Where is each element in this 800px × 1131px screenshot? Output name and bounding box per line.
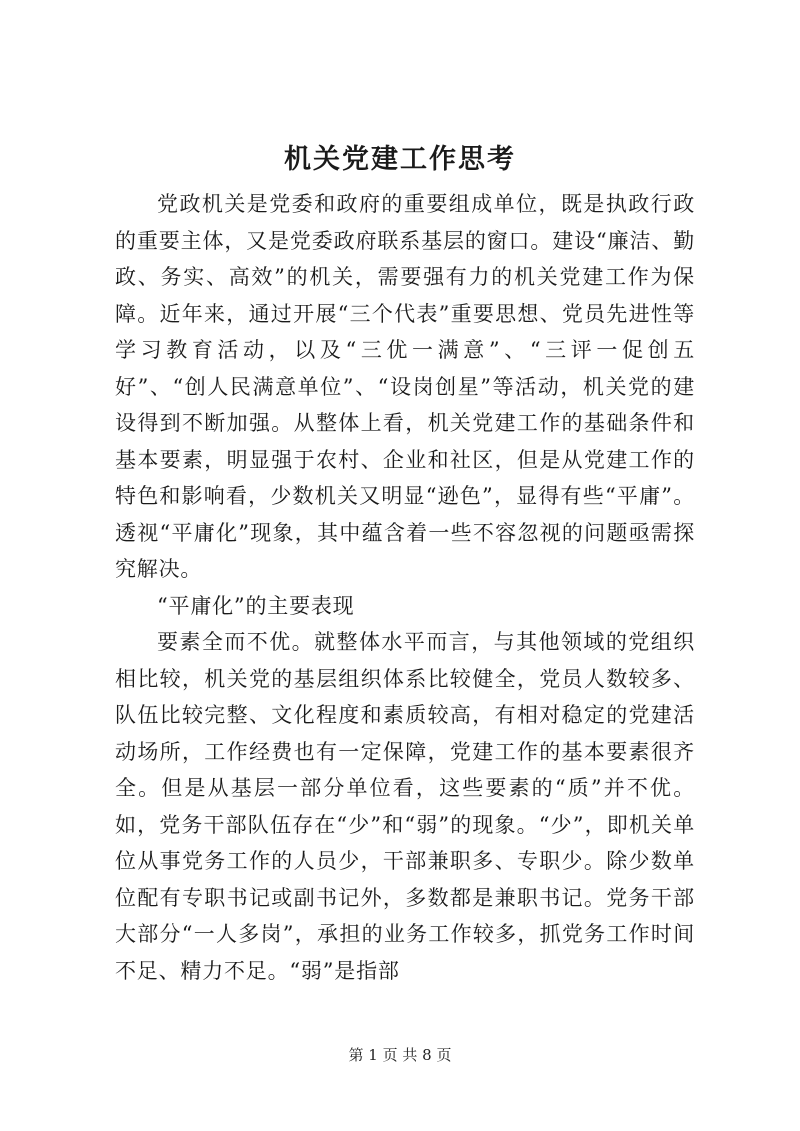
page-footer: 第 1 页 共 8 页: [348, 1046, 452, 1064]
document-title: 机关党建工作思考: [284, 144, 516, 175]
document-body: [115, 186, 695, 989]
section-heading: “平庸化”的主要表现: [157, 593, 355, 618]
intro-paragraph: 党政机关是党委和政府的重要组成单位，既是执政行政的重要主体，又是党委政府联系基层的窗口。建设“廉洁、勤政、务实、高效”的机关，需要强有力的机关党建工作为保障。近年来，通过开展“三个代表”重要思想、党员先进性等学习教育活动，以及“三优一满意”、“三评一促创五好”、“创人民满意单位”、“设岗创星”等活动，机关党的建设得到不断加强。从整体上看，机关党建工作的基础条件和基本要素，明显强于农村、企业和社区，但是从党建工作的特色和影响看，少数机关又明显“逊色”，显得有些“平庸”。透视“平庸化”现象，其中蕴含着一些不容忽视的问题亟需探究解决。: [115, 192, 695, 581]
section-paragraph: 要素全而不优。就整体水平而言，与其他领域的党组织相比较，机关党的基层组织体系比较健全，党员人数较多、队伍比较完整、文化程度和素质较高，有相对稳定的党建活动场所，工作经费也有一定保障，党建工作的基本要素很齐全。但是从基层一部分单位看，这些要素的“质”并不优。如，党务干部队伍存在“少”和“弱”的现象。“少”，即机关单位从事党务工作的人员少，干部兼职多、专职少。除少数单位配有专职书记或副书记外，多数都是兼职书记。党务干部大部分“一人多岗”，承担的业务工作较多，抓党务工作时间不足、精力不足。“弱”是指部: [115, 630, 695, 983]
